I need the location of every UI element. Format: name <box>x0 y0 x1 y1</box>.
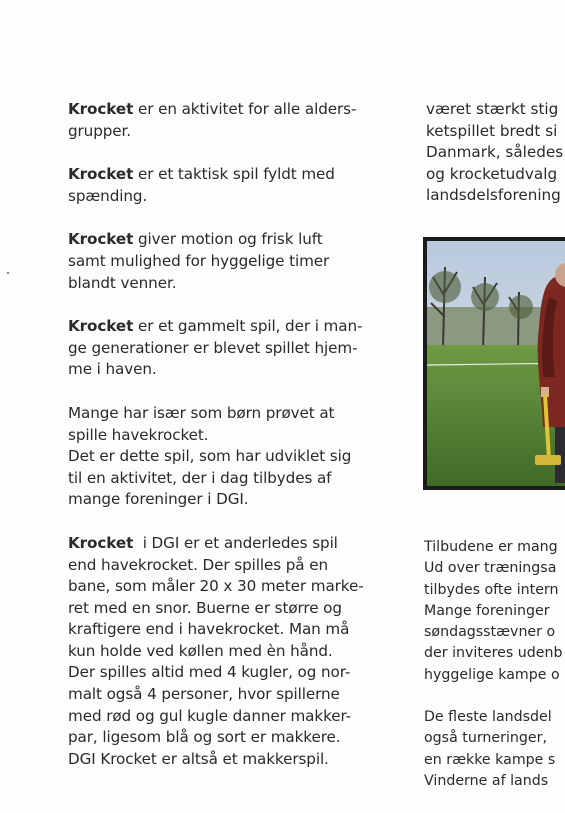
paragraph <box>68 164 368 207</box>
text-line: landsdelsforening <box>426 186 561 205</box>
line-text: grupper. <box>68 121 132 140</box>
text-line <box>68 121 368 143</box>
text-line <box>68 749 368 771</box>
line-text: ge generationer er blevet spillet hjem- <box>68 338 358 357</box>
text-line: og krocketudvalg <box>426 164 558 183</box>
text-line <box>68 576 368 598</box>
paragraph <box>424 707 565 792</box>
text-line <box>68 403 368 425</box>
text-line <box>68 425 368 447</box>
croquet-photo-image <box>423 237 565 490</box>
keyword-bold: Krocket <box>68 533 134 552</box>
line-text: Mange har især som børn prøvet at <box>68 403 335 422</box>
text-line <box>68 533 368 555</box>
text-line <box>68 706 368 728</box>
line-text: er en aktivitet for alle alders- <box>133 100 357 118</box>
text-line <box>68 662 368 684</box>
text-line <box>68 359 368 381</box>
paragraph <box>68 99 368 142</box>
text-line: ketspillet bredt si <box>426 121 558 140</box>
text-line <box>68 727 368 749</box>
text-line <box>68 164 368 186</box>
line-text: bane, som måler 20 x 30 meter marke- <box>68 577 364 596</box>
line-text: blandt venner. <box>68 273 177 292</box>
text-line <box>68 186 368 208</box>
line-text: spænding. <box>68 186 148 205</box>
text-line: Danmark, således <box>426 143 564 162</box>
croquet-photo <box>423 237 565 490</box>
line-text: kraftigere end i havekrocket. Man må <box>68 620 350 639</box>
text-line <box>68 598 368 620</box>
text-line: været stærkt stig <box>426 100 559 118</box>
text-line: også turneringer, <box>424 730 547 747</box>
text-line <box>68 619 368 641</box>
text-line <box>68 641 368 663</box>
line-text: mange foreninger i DGI. <box>68 490 249 509</box>
keyword-bold: Krocket <box>68 230 134 249</box>
text-line <box>68 468 368 490</box>
text-line <box>68 99 368 121</box>
line-text: ret med en snor. Buerne er større og <box>68 598 342 617</box>
keyword-bold: Krocket <box>68 317 134 336</box>
line-text: er et gammelt spil, der i man- <box>133 317 363 336</box>
text-line: søndagsstævner o <box>424 624 556 641</box>
line-text: Der spilles altid med 4 kugler, og nor- <box>68 663 351 682</box>
paragraph <box>68 316 368 381</box>
text-line: De fleste landsdel <box>424 709 552 726</box>
text-line: hyggelige kampe o <box>424 666 560 683</box>
line-text: par, ligesom blå og sort er makkere. <box>68 728 341 747</box>
text-line: en række kampe s <box>424 751 556 768</box>
text-line <box>68 273 368 295</box>
scan-speck <box>7 272 9 274</box>
text-line: der inviteres udenb <box>424 645 563 662</box>
paragraph <box>68 229 368 294</box>
text-line <box>68 555 368 577</box>
line-text: malt også 4 personer, hvor spillerne <box>68 685 340 704</box>
line-text: kun holde ved køllen med èn hånd. <box>68 641 333 660</box>
text-line <box>68 446 368 468</box>
text-line <box>68 251 368 273</box>
text-line: tilbydes ofte intern <box>424 581 559 598</box>
paragraph <box>424 537 565 686</box>
line-text: i DGI er et anderledes spil <box>133 533 338 552</box>
text-line <box>68 684 368 706</box>
text-line <box>68 316 368 338</box>
text-line: Mange foreninger <box>424 602 550 619</box>
line-text: Det er dette spil, som har udviklet sig <box>68 447 352 466</box>
line-text: giver motion og frisk luft <box>133 230 323 249</box>
right-column-bottom <box>424 537 565 813</box>
paragraph <box>68 533 368 771</box>
line-text: end havekrocket. Der spilles på en <box>68 555 329 574</box>
line-text: DGI Krocket er altså et makkerspil. <box>68 749 329 768</box>
keyword-bold: Krocket <box>68 165 134 184</box>
line-text: med rød og gul kugle danner makker- <box>68 706 352 725</box>
text-line <box>68 338 368 360</box>
text-line: Tilbudene er mang <box>424 539 558 555</box>
text-line <box>68 489 368 511</box>
line-text: er et taktisk spil fyldt med <box>133 165 335 184</box>
text-line: Vinderne af lands <box>424 772 549 789</box>
text-line <box>68 229 368 251</box>
paragraph <box>68 403 368 511</box>
left-column <box>68 99 368 770</box>
text-line: Ud over træningsa <box>424 560 557 577</box>
line-text: til en aktivitet, der i dag tilbydes af <box>68 468 332 487</box>
line-text: spille havekrocket. <box>68 425 209 444</box>
line-text: me i haven. <box>68 360 157 379</box>
line-text: samt mulighed for hyggelige timer <box>68 251 330 270</box>
keyword-bold: Krocket <box>68 100 134 118</box>
right-column-top <box>426 99 565 207</box>
